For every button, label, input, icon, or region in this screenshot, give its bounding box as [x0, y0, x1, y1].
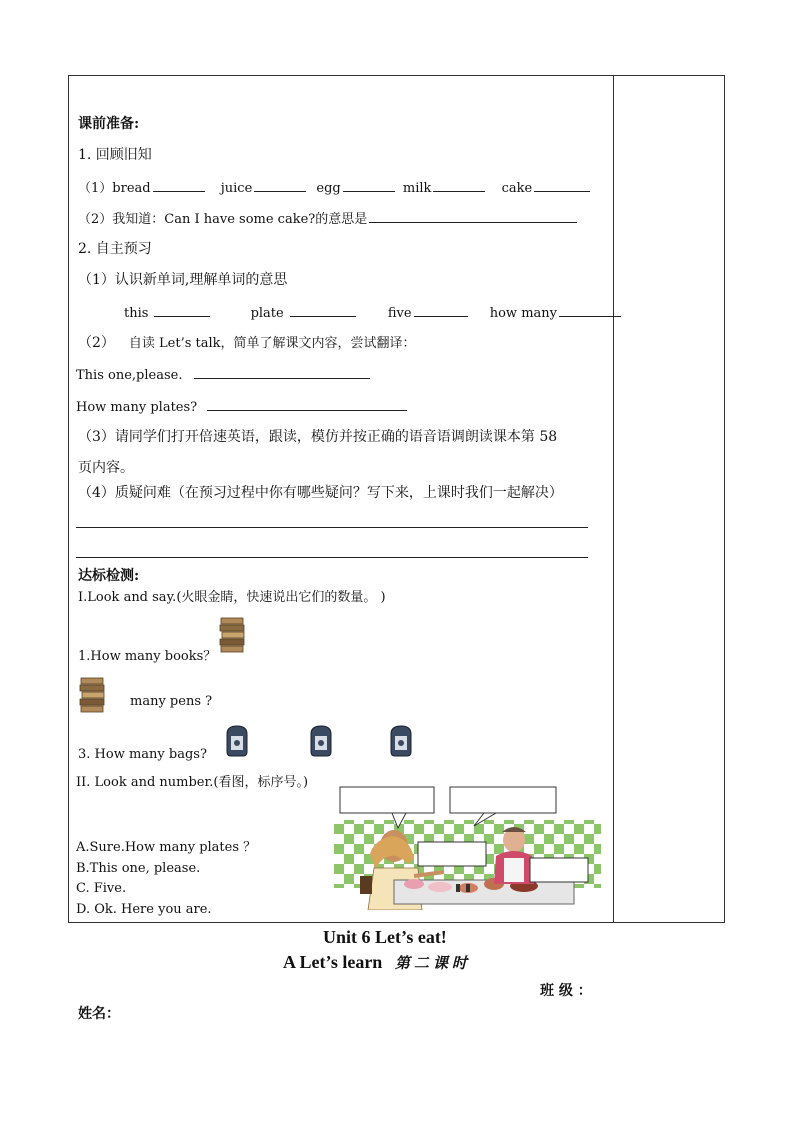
- check-heading: 达标检测:: [78, 568, 140, 584]
- part1-instruction: I.Look and say.(火眼金睛，快速说出它们的数量。 ): [78, 590, 386, 605]
- blank-how-many[interactable]: [559, 304, 621, 317]
- option-d: D. Ok. Here you are.: [76, 902, 212, 917]
- talk-text: 自读 Let’s talk，简单了解课文内容，尝试翻译：: [128, 336, 416, 351]
- option-b: B.This one, please.: [76, 861, 201, 876]
- sentence2-text: How many plates?: [76, 400, 198, 415]
- blank-this[interactable]: [154, 304, 210, 317]
- blank-juice[interactable]: [254, 179, 306, 192]
- word-plate: plate: [250, 306, 284, 321]
- q1-prefix: （1）: [78, 181, 113, 196]
- word-how-many: how many: [489, 306, 557, 321]
- self-study-label: 2. 自主预习: [78, 241, 152, 257]
- review-words-row: [78, 179, 590, 197]
- lesson-title-prefix: A Let’s learn: [283, 952, 383, 972]
- part2-instruction: II. Look and number.(看图，标序号。): [76, 775, 309, 790]
- blank-cake[interactable]: [534, 179, 590, 192]
- talk-prefix: （2）: [78, 335, 115, 351]
- pens-books-icon: [78, 676, 108, 716]
- review-label: 1. 回顾旧知: [78, 147, 152, 163]
- blank-meaning[interactable]: [369, 210, 577, 223]
- answer-line-2[interactable]: [76, 557, 588, 558]
- bag-icon: [386, 724, 416, 758]
- read-instruction-line2: 页内容。: [78, 460, 134, 476]
- column-divider: [613, 75, 614, 923]
- books-icon: [218, 616, 248, 656]
- shop-scene-illustration: [334, 784, 604, 910]
- word-this: this: [124, 306, 149, 321]
- new-words-intro: （1）认识新单词,理解单词的意思: [78, 272, 288, 288]
- q3-bags: 3. How many bags?: [78, 747, 207, 762]
- sentence1-text: This one,please.: [76, 368, 183, 383]
- new-words-row: [124, 304, 621, 322]
- meaning-question: [78, 210, 577, 228]
- name-label: 姓名：: [78, 1006, 120, 1022]
- unit-title: Unit 6 Let’s eat!: [323, 927, 447, 947]
- sentence-how-many-plates: [76, 398, 407, 416]
- blank-sentence2[interactable]: [207, 398, 407, 411]
- class-label: 班 级 ：: [540, 983, 592, 999]
- blank-egg[interactable]: [343, 179, 395, 192]
- question-instruction: （4）质疑问难（在预习过程中你有哪些疑问？写下来，上课时我们一起解决）: [78, 485, 563, 501]
- option-c: C. Five.: [76, 881, 127, 896]
- lesson-title-suffix: 第二课时: [394, 954, 471, 972]
- word-five: five: [387, 306, 412, 321]
- word-milk: milk: [402, 181, 432, 196]
- blank-plate[interactable]: [290, 304, 356, 317]
- sentence-this-one: [76, 366, 370, 384]
- q2-pens: many pens ?: [130, 694, 213, 709]
- word-bread: bread: [112, 181, 151, 196]
- answer-line-1[interactable]: [76, 527, 588, 528]
- blank-sentence1[interactable]: [194, 366, 370, 379]
- bag-icon: [222, 724, 252, 758]
- bag-icon: [306, 724, 336, 758]
- word-egg: egg: [316, 181, 341, 196]
- option-a: A.Sure.How many plates ？: [76, 840, 257, 855]
- meaning-question-text: （2）我知道：Can I have some cake?的意思是: [78, 212, 368, 227]
- blank-bread[interactable]: [153, 179, 205, 192]
- read-instruction-line1: （3）请同学们打开倍速英语，跟读，模仿并按正确的语音语调朗读课本第 58: [78, 429, 558, 445]
- word-cake: cake: [501, 181, 533, 196]
- q1-books: 1.How many books？: [78, 649, 217, 664]
- lesson-title: [283, 952, 471, 973]
- talk-instruction: [78, 335, 416, 352]
- blank-five[interactable]: [414, 304, 468, 317]
- word-juice: juice: [220, 181, 253, 196]
- prep-heading: 课前准备:: [78, 116, 140, 132]
- blank-milk[interactable]: [433, 179, 485, 192]
